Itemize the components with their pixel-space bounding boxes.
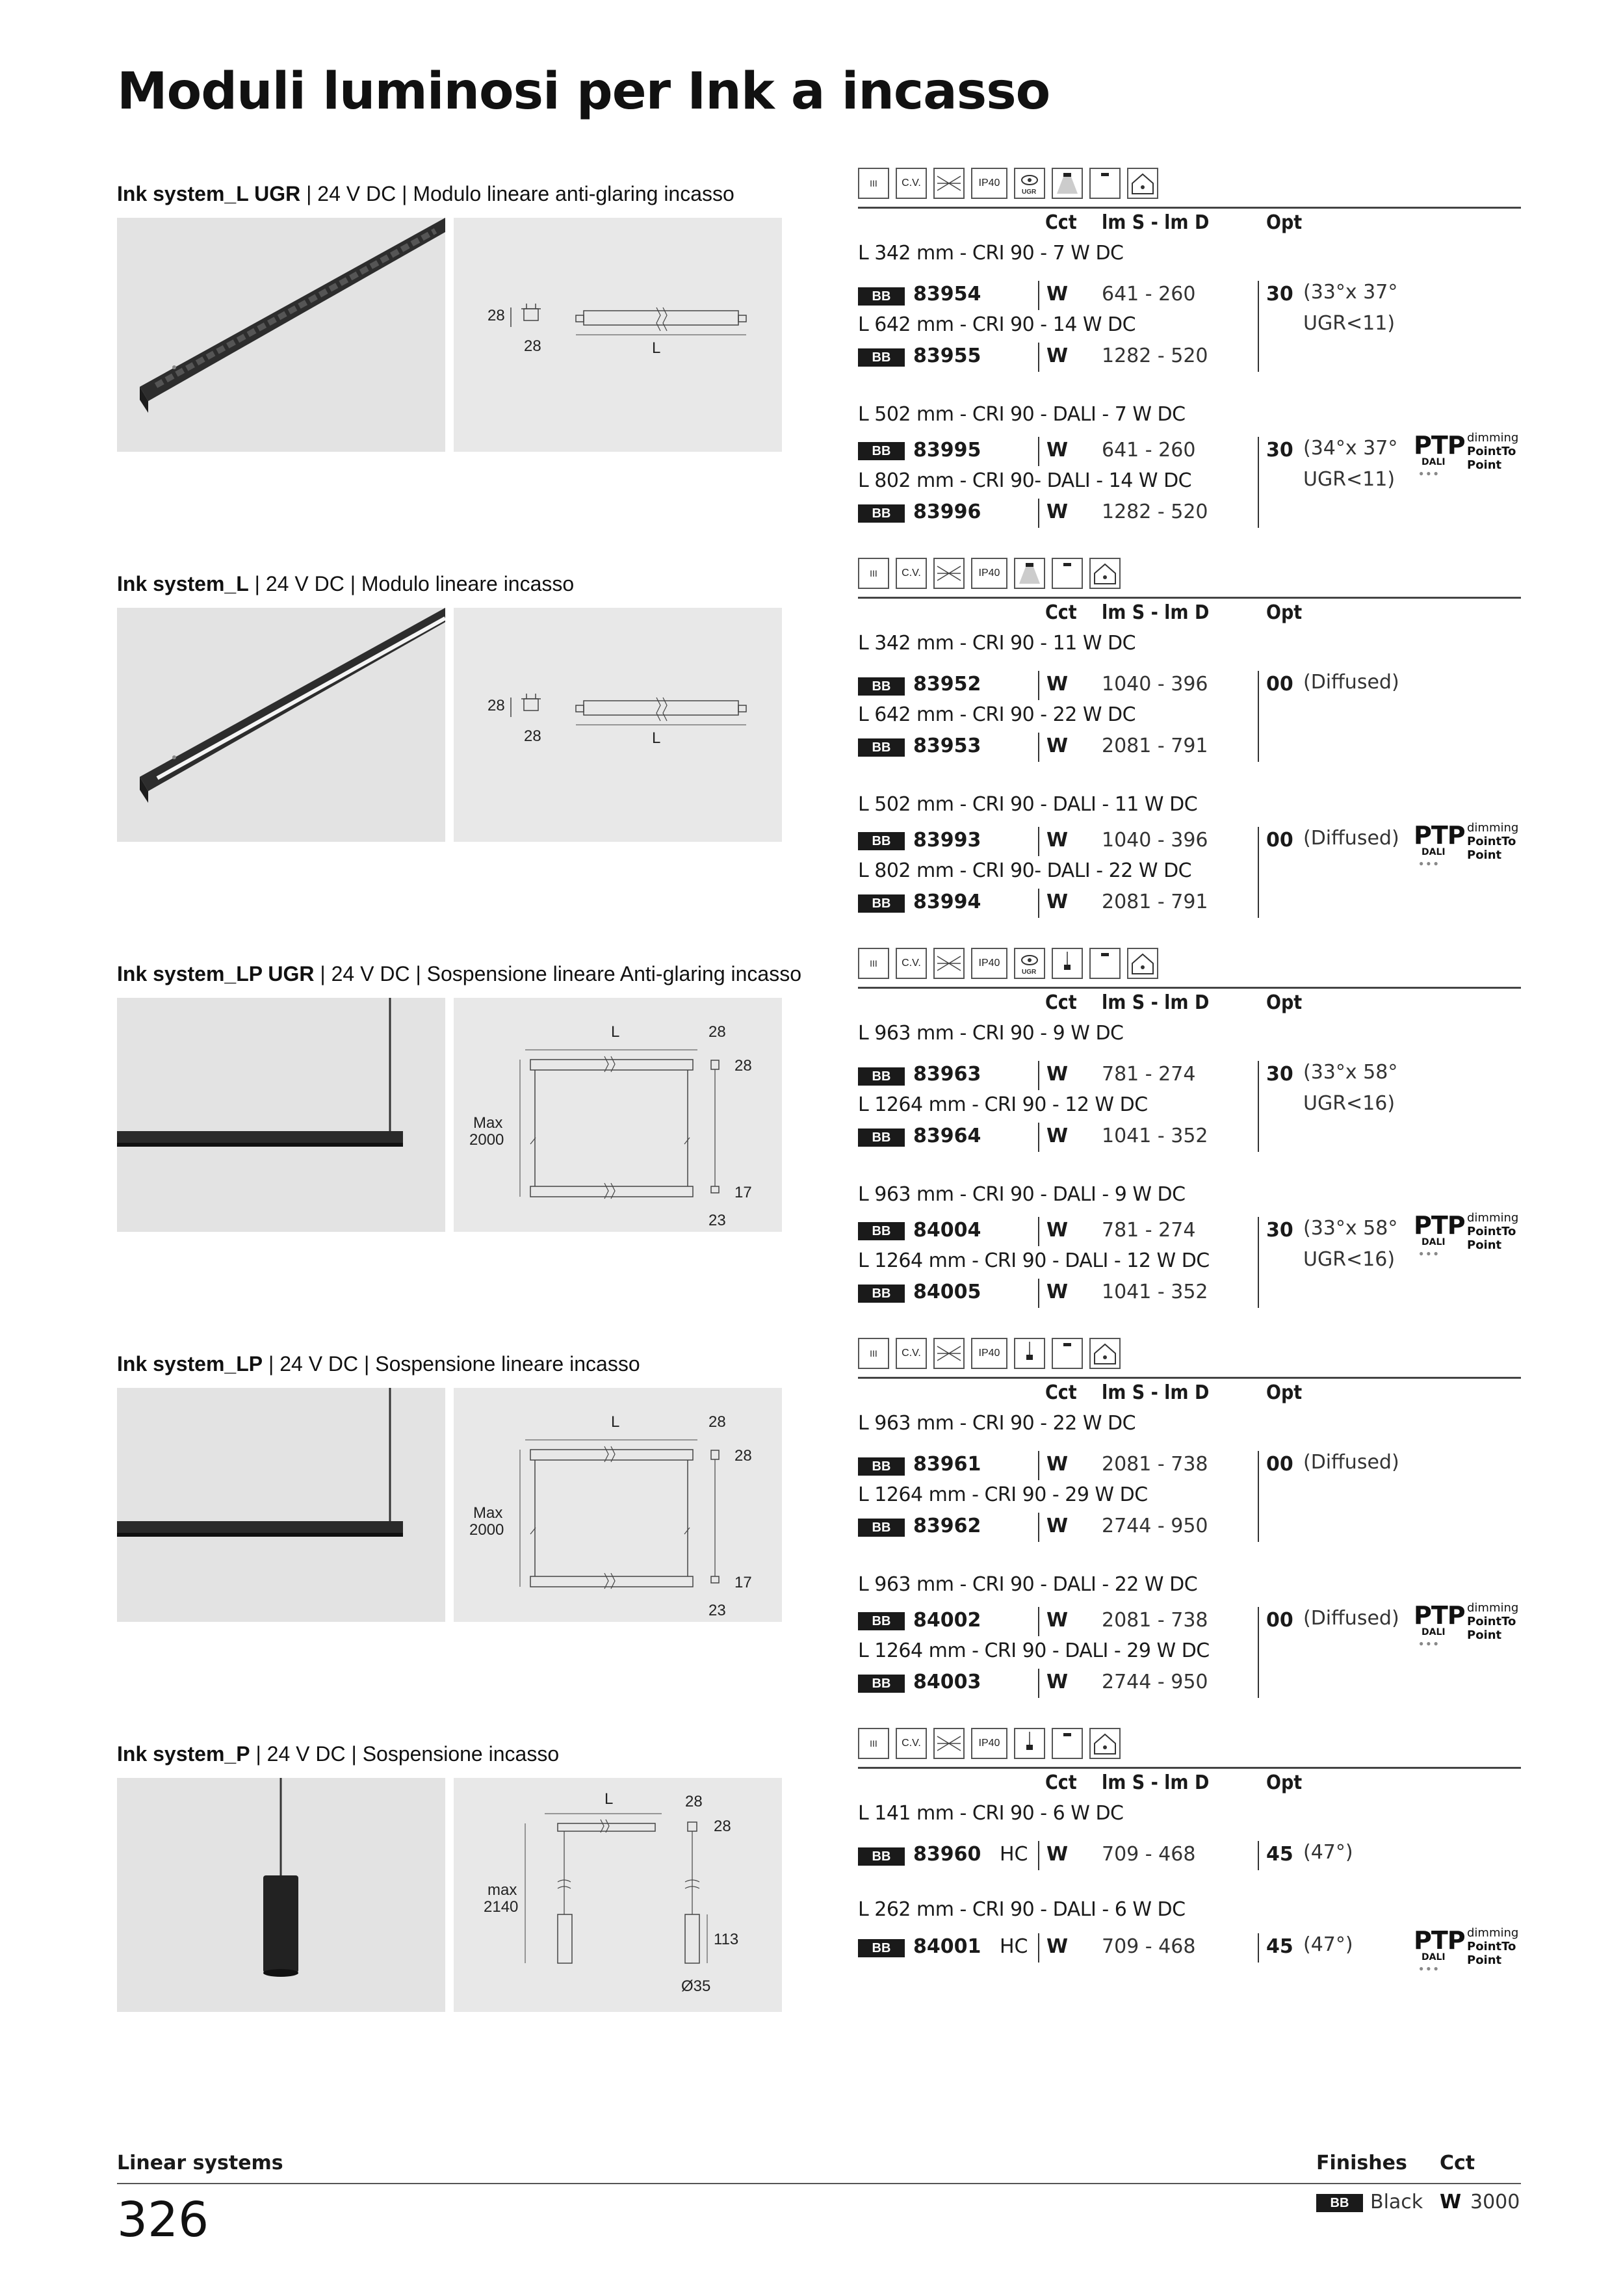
suspension-icon: [1052, 948, 1083, 979]
constant-voltage-icon: C.V.: [896, 558, 927, 589]
section-l: [0, 567, 1623, 962]
divider: [1038, 733, 1039, 762]
table-rule: [858, 597, 1521, 599]
opt-divider: [1258, 1933, 1259, 1963]
opt-description: (47°): [1303, 1933, 1353, 1956]
recessed-icon: [1052, 1728, 1083, 1759]
row-lumen: 2744 - 950: [1102, 1671, 1208, 1693]
divider: [1038, 1217, 1039, 1246]
finish-badge: BB: [858, 1067, 905, 1086]
ip40-icon: IP40: [971, 168, 1007, 199]
row-cct: W: [1046, 829, 1069, 852]
product-code: 83952: [913, 673, 981, 696]
svg-text:Max: Max: [473, 1114, 503, 1132]
opt-code: 00: [1266, 673, 1293, 696]
row-lumen: 2744 - 950: [1102, 1515, 1208, 1537]
product-code: 83994: [913, 891, 981, 913]
constant-voltage-icon: C.V.: [896, 948, 927, 979]
technical-drawing: [454, 608, 782, 842]
header-lm: lm S - lm D: [1102, 991, 1210, 1014]
row-lumen: 2081 - 738: [1102, 1609, 1208, 1632]
row-lumen: 1282 - 520: [1102, 501, 1208, 523]
opt-description: (Diffused): [1303, 827, 1399, 850]
product-code: 83960: [913, 1843, 981, 1866]
row-description: L 502 mm - CRI 90 - DALI - 11 W DC: [858, 793, 1198, 816]
finish-badge: BB: [858, 1847, 905, 1866]
divider: [1038, 437, 1039, 466]
svg-text:28: 28: [524, 727, 541, 745]
finish-badge: BB: [858, 738, 905, 757]
finish-badge: BB: [858, 1939, 905, 1957]
row-cct: W: [1046, 1281, 1069, 1303]
opt-divider: [1258, 1451, 1259, 1542]
svg-text:28: 28: [734, 1057, 752, 1075]
row-cct: W: [1046, 891, 1069, 913]
row-cct: W: [1046, 1125, 1069, 1147]
ptp-dali-logo: PTP DALI ●●● dimming PointTo Point: [1414, 431, 1519, 478]
opt-description: (Diffused): [1303, 1451, 1399, 1474]
row-lumen: 709 - 468: [1102, 1843, 1196, 1866]
product-code: 83995: [913, 439, 981, 462]
dim-height: 28: [487, 307, 505, 324]
opt-description: (33°x 37° UGR<11): [1303, 281, 1398, 335]
page-number: 326: [117, 2192, 209, 2248]
dimension-drawing: [454, 608, 782, 842]
svg-text:L: L: [652, 729, 661, 747]
svg-text:28: 28: [708, 1023, 726, 1041]
ptp-dali-logo: PTP DALI ●●● dimming PointTo Point: [1414, 1601, 1519, 1648]
svg-text:Ø35: Ø35: [681, 1977, 711, 1995]
section-title: Ink system_L | 24 V DC | Modulo lineare incasso: [117, 572, 575, 595]
class-iii-icon: III: [858, 1338, 889, 1369]
row-cct: W: [1046, 501, 1069, 523]
row-description: L 1264 mm - CRI 90 - DALI - 29 W DC: [858, 1639, 1210, 1662]
header-opt: Opt: [1266, 1381, 1303, 1404]
opt-code: 45: [1266, 1843, 1293, 1866]
product-photo: [117, 998, 445, 1232]
divider: [1038, 889, 1039, 918]
class-iii-icon: III: [858, 168, 889, 199]
light-emission-icon: [1052, 168, 1083, 199]
divider: [1038, 1933, 1039, 1963]
svg-text:28: 28: [714, 1818, 731, 1835]
product-code: 83953: [913, 735, 981, 757]
header-lm: lm S - lm D: [1102, 1381, 1210, 1404]
row-lumen: 1040 - 396: [1102, 673, 1208, 696]
header-lm: lm S - lm D: [1102, 211, 1210, 234]
svg-text:28: 28: [487, 697, 505, 714]
header-cct: Cct: [1045, 991, 1077, 1014]
recessed-icon: [1052, 558, 1083, 589]
footer-finish-badge: BB: [1316, 2194, 1363, 2212]
row-cct: W: [1046, 673, 1069, 696]
footer-cct-code: W: [1440, 2191, 1462, 2213]
row-lumen: 641 - 260: [1102, 283, 1196, 306]
feature-icons: [858, 558, 1121, 589]
footer-cct-value: 3000: [1470, 2191, 1520, 2213]
opt-divider: [1258, 1217, 1259, 1308]
finish-badge: BB: [858, 442, 905, 460]
ip40-icon: IP40: [971, 1338, 1007, 1369]
row-description: L 963 mm - CRI 90 - 9 W DC: [858, 1022, 1124, 1045]
opt-divider: [1258, 281, 1259, 372]
divider: [1038, 343, 1039, 372]
footer-rule: [117, 2183, 1521, 2184]
row-cct: W: [1046, 1063, 1069, 1086]
section-title: Ink system_LP UGR | 24 V DC | Sospensione lineare Anti-glaring incasso: [117, 962, 802, 985]
finish-badge: BB: [858, 1612, 905, 1630]
opt-divider: [1258, 1841, 1259, 1870]
table-rule: [858, 207, 1521, 209]
suspension-image: [117, 998, 445, 1232]
constant-voltage-icon: C.V.: [896, 168, 927, 199]
product-code: 83964: [913, 1125, 981, 1147]
svg-text:28: 28: [708, 1413, 726, 1431]
row-lumen: 1041 - 352: [1102, 1281, 1208, 1303]
opt-code: 30: [1266, 1063, 1293, 1086]
dimension-drawing: [454, 1778, 782, 2012]
section-title: Ink system_L UGR | 24 V DC | Modulo lineare anti-glaring incasso: [117, 182, 734, 205]
ip40-icon: IP40: [971, 558, 1007, 589]
feature-icons: [858, 948, 1158, 979]
divider: [1038, 1123, 1039, 1152]
header-opt: Opt: [1266, 211, 1303, 234]
table-rule: [858, 1767, 1521, 1769]
finish-badge: BB: [858, 894, 905, 913]
product-code: 83954: [913, 283, 981, 306]
product-photo: [117, 218, 445, 452]
section-title: Ink system_LP | 24 V DC | Sospensione lineare incasso: [117, 1352, 640, 1376]
row-lumen: 709 - 468: [1102, 1935, 1196, 1958]
constant-voltage-icon: C.V.: [896, 1338, 927, 1369]
technical-drawing: [454, 1388, 782, 1622]
light-emission-icon: [1014, 558, 1045, 589]
svg-text:L: L: [611, 1413, 620, 1431]
row-description: L 342 mm - CRI 90 - 11 W DC: [858, 632, 1136, 655]
row-description: L 1264 mm - CRI 90 - DALI - 12 W DC: [858, 1249, 1210, 1272]
section-lp: [0, 1348, 1623, 1742]
dimension-drawing: [454, 218, 782, 452]
technical-drawing: [454, 1778, 782, 2012]
dim-width: 28: [524, 337, 541, 355]
svg-text:17: 17: [734, 1184, 752, 1201]
indoor-icon: [1127, 168, 1158, 199]
row-description: L 642 mm - CRI 90 - 22 W DC: [858, 703, 1136, 726]
opt-divider: [1258, 827, 1259, 918]
indoor-icon: [1089, 558, 1121, 589]
header-opt: Opt: [1266, 601, 1303, 624]
finish-badge: BB: [858, 1519, 905, 1537]
technical-drawing: [454, 218, 782, 452]
finish-badge: BB: [858, 1222, 905, 1240]
row-lumen: 1041 - 352: [1102, 1125, 1208, 1147]
class-iii-icon: III: [858, 948, 889, 979]
svg-text:max: max: [487, 1881, 517, 1899]
product-photo: [117, 1778, 445, 2012]
opt-code: 30: [1266, 1219, 1293, 1242]
indoor-icon: [1089, 1338, 1121, 1369]
row-lumen: 1282 - 520: [1102, 345, 1208, 367]
row-description: L 642 mm - CRI 90 - 14 W DC: [858, 313, 1136, 336]
linear-module-image: [117, 608, 445, 842]
suspension-icon: [1014, 1728, 1045, 1759]
ptp-dali-logo: PTP DALI ●●● dimming PointTo Point: [1414, 1926, 1519, 1973]
product-code: 83961: [913, 1453, 981, 1476]
product-photo: [117, 608, 445, 842]
row-description: L 1264 mm - CRI 90 - 29 W DC: [858, 1483, 1148, 1506]
svg-text:23: 23: [708, 1212, 726, 1229]
divider: [1038, 1279, 1039, 1308]
dimension-drawing: [454, 998, 782, 1232]
svg-text:2140: 2140: [484, 1898, 519, 1916]
row-description: L 802 mm - CRI 90- DALI - 14 W DC: [858, 469, 1192, 492]
row-cct: W: [1046, 439, 1069, 462]
product-code: 83993: [913, 829, 981, 852]
ptp-dali-logo: PTP DALI ●●● dimming PointTo Point: [1414, 821, 1519, 868]
header-cct: Cct: [1045, 211, 1077, 234]
section-p: [0, 1738, 1623, 2132]
table-rule: [858, 1377, 1521, 1379]
opt-code: 30: [1266, 283, 1293, 306]
footer-cct-label: Cct: [1440, 2152, 1475, 2174]
suspension-image: [117, 1388, 445, 1622]
opt-code: 45: [1266, 1935, 1293, 1958]
opt-description: (Diffused): [1303, 1607, 1399, 1630]
suspension-icon: [1014, 1338, 1045, 1369]
opt-code: 30: [1266, 439, 1293, 462]
section-title: Ink system_P | 24 V DC | Sospensione incasso: [117, 1742, 560, 1766]
row-cct: W: [1046, 1843, 1069, 1866]
finish-badge: BB: [858, 832, 905, 850]
feature-icons: [858, 1728, 1121, 1759]
divider: [1038, 1669, 1039, 1698]
product-code: 84002: [913, 1609, 981, 1632]
product-code: 83955: [913, 345, 981, 367]
row-description: L 963 mm - CRI 90 - DALI - 9 W DC: [858, 1183, 1186, 1206]
finish-badge: BB: [858, 504, 905, 523]
row-description: L 502 mm - CRI 90 - DALI - 7 W DC: [858, 403, 1186, 426]
row-lumen: 781 - 274: [1102, 1063, 1196, 1086]
header-lm: lm S - lm D: [1102, 601, 1210, 624]
row-lumen: 641 - 260: [1102, 439, 1196, 462]
ugr-eye-icon: [1014, 948, 1045, 979]
row-description: L 141 mm - CRI 90 - 6 W DC: [858, 1802, 1124, 1825]
finish-badge: BB: [858, 1128, 905, 1147]
divider: [1038, 1607, 1039, 1636]
svg-text:2000: 2000: [469, 1521, 504, 1539]
product-photo: [117, 1388, 445, 1622]
finish-badge: BB: [858, 1457, 905, 1476]
row-description: L 342 mm - CRI 90 - 7 W DC: [858, 242, 1124, 265]
finish-badge: BB: [858, 677, 905, 696]
divider: [1038, 1061, 1039, 1090]
row-description: L 802 mm - CRI 90- DALI - 22 W DC: [858, 859, 1192, 882]
finish-badge: BB: [858, 348, 905, 367]
header-cct: Cct: [1045, 601, 1077, 624]
header-lm: lm S - lm D: [1102, 1771, 1210, 1794]
divider: [1038, 1841, 1039, 1870]
opt-description: (33°x 58° UGR<16): [1303, 1217, 1398, 1271]
svg-text:28: 28: [734, 1447, 752, 1465]
row-description: L 963 mm - CRI 90 - DALI - 22 W DC: [858, 1573, 1198, 1596]
svg-text:Max: Max: [473, 1504, 503, 1522]
no-dimming-icon: [933, 168, 965, 199]
opt-divider: [1258, 1607, 1259, 1698]
finish-badge: BB: [858, 1285, 905, 1303]
linear-module-image: [117, 218, 445, 452]
svg-text:UGR: UGR: [1022, 189, 1037, 196]
opt-description: (Diffused): [1303, 671, 1399, 694]
row-cct: W: [1046, 345, 1069, 367]
divider: [1038, 671, 1039, 700]
svg-text:113: 113: [714, 1931, 739, 1948]
no-dimming-icon: [933, 1338, 965, 1369]
row-lumen: 1040 - 396: [1102, 829, 1208, 852]
row-cct: W: [1046, 1935, 1069, 1958]
opt-description: (47°): [1303, 1841, 1353, 1864]
indoor-icon: [1089, 1728, 1121, 1759]
no-dimming-icon: [933, 948, 965, 979]
class-iii-icon: III: [858, 1728, 889, 1759]
opt-code: 00: [1266, 1609, 1293, 1632]
opt-description: (34°x 37° UGR<11): [1303, 437, 1398, 491]
product-code: 84003: [913, 1671, 981, 1693]
feature-icons: [858, 168, 1158, 199]
hc-label: HC: [1000, 1843, 1028, 1866]
svg-text:UGR: UGR: [1022, 969, 1037, 976]
row-lumen: 2081 - 791: [1102, 735, 1208, 757]
row-cct: W: [1046, 1219, 1069, 1242]
feature-icons: [858, 1338, 1121, 1369]
page-title: Moduli luminosi per Ink a incasso: [117, 62, 1050, 121]
header-opt: Opt: [1266, 991, 1303, 1014]
opt-code: 00: [1266, 829, 1293, 852]
technical-drawing: [454, 998, 782, 1232]
indoor-icon: [1127, 948, 1158, 979]
product-code: 84004: [913, 1219, 981, 1242]
svg-text:17: 17: [734, 1574, 752, 1591]
recessed-icon: [1089, 168, 1121, 199]
row-description: L 963 mm - CRI 90 - 22 W DC: [858, 1412, 1136, 1435]
header-cct: Cct: [1045, 1771, 1077, 1794]
row-cct: W: [1046, 735, 1069, 757]
row-description: L 262 mm - CRI 90 - DALI - 6 W DC: [858, 1898, 1186, 1921]
product-code: 84001: [913, 1935, 981, 1958]
svg-text:L: L: [611, 1023, 620, 1041]
dimension-drawing: [454, 1388, 782, 1622]
opt-description: (33°x 58° UGR<16): [1303, 1061, 1398, 1115]
ip40-icon: IP40: [971, 948, 1007, 979]
divider: [1038, 499, 1039, 528]
product-code: 83962: [913, 1515, 981, 1537]
finish-badge: BB: [858, 1675, 905, 1693]
class-iii-icon: III: [858, 558, 889, 589]
table-rule: [858, 987, 1521, 989]
row-lumen: 2081 - 791: [1102, 891, 1208, 913]
no-dimming-icon: [933, 558, 965, 589]
svg-text:28: 28: [685, 1793, 703, 1810]
product-code: 84005: [913, 1281, 981, 1303]
row-lumen: 2081 - 738: [1102, 1453, 1208, 1476]
divider: [1038, 1513, 1039, 1542]
ip40-icon: IP40: [971, 1728, 1007, 1759]
pendant-image: [117, 1778, 445, 2012]
row-cct: W: [1046, 283, 1069, 306]
row-cct: W: [1046, 1609, 1069, 1632]
recessed-icon: [1089, 948, 1121, 979]
header-opt: Opt: [1266, 1771, 1303, 1794]
row-cct: W: [1046, 1671, 1069, 1693]
divider: [1038, 827, 1039, 856]
row-description: L 1264 mm - CRI 90 - 12 W DC: [858, 1093, 1148, 1116]
footer-finishes-label: Finishes: [1316, 2152, 1407, 2174]
footer-finish-name: Black: [1370, 2191, 1423, 2213]
opt-divider: [1258, 1061, 1259, 1152]
svg-text:23: 23: [708, 1602, 726, 1619]
section-l-ugr: [0, 177, 1623, 572]
product-code: 83996: [913, 501, 981, 523]
hc-label: HC: [1000, 1935, 1028, 1958]
row-cct: W: [1046, 1453, 1069, 1476]
ptp-dali-logo: PTP DALI ●●● dimming PointTo Point: [1414, 1211, 1519, 1258]
section-lp-ugr: [0, 958, 1623, 1352]
opt-divider: [1258, 671, 1259, 762]
constant-voltage-icon: C.V.: [896, 1728, 927, 1759]
svg-text:L: L: [604, 1790, 614, 1808]
dim-length: L: [652, 339, 661, 357]
footer-category: Linear systems: [117, 2152, 283, 2174]
row-cct: W: [1046, 1515, 1069, 1537]
divider: [1038, 281, 1039, 310]
ugr-eye-icon: [1014, 168, 1045, 199]
divider: [1038, 1451, 1039, 1480]
recessed-icon: [1052, 1338, 1083, 1369]
opt-divider: [1258, 437, 1259, 528]
opt-code: 00: [1266, 1453, 1293, 1476]
svg-text:2000: 2000: [469, 1131, 504, 1149]
no-dimming-icon: [933, 1728, 965, 1759]
product-code: 83963: [913, 1063, 981, 1086]
row-lumen: 781 - 274: [1102, 1219, 1196, 1242]
header-cct: Cct: [1045, 1381, 1077, 1404]
finish-badge: BB: [858, 287, 905, 306]
